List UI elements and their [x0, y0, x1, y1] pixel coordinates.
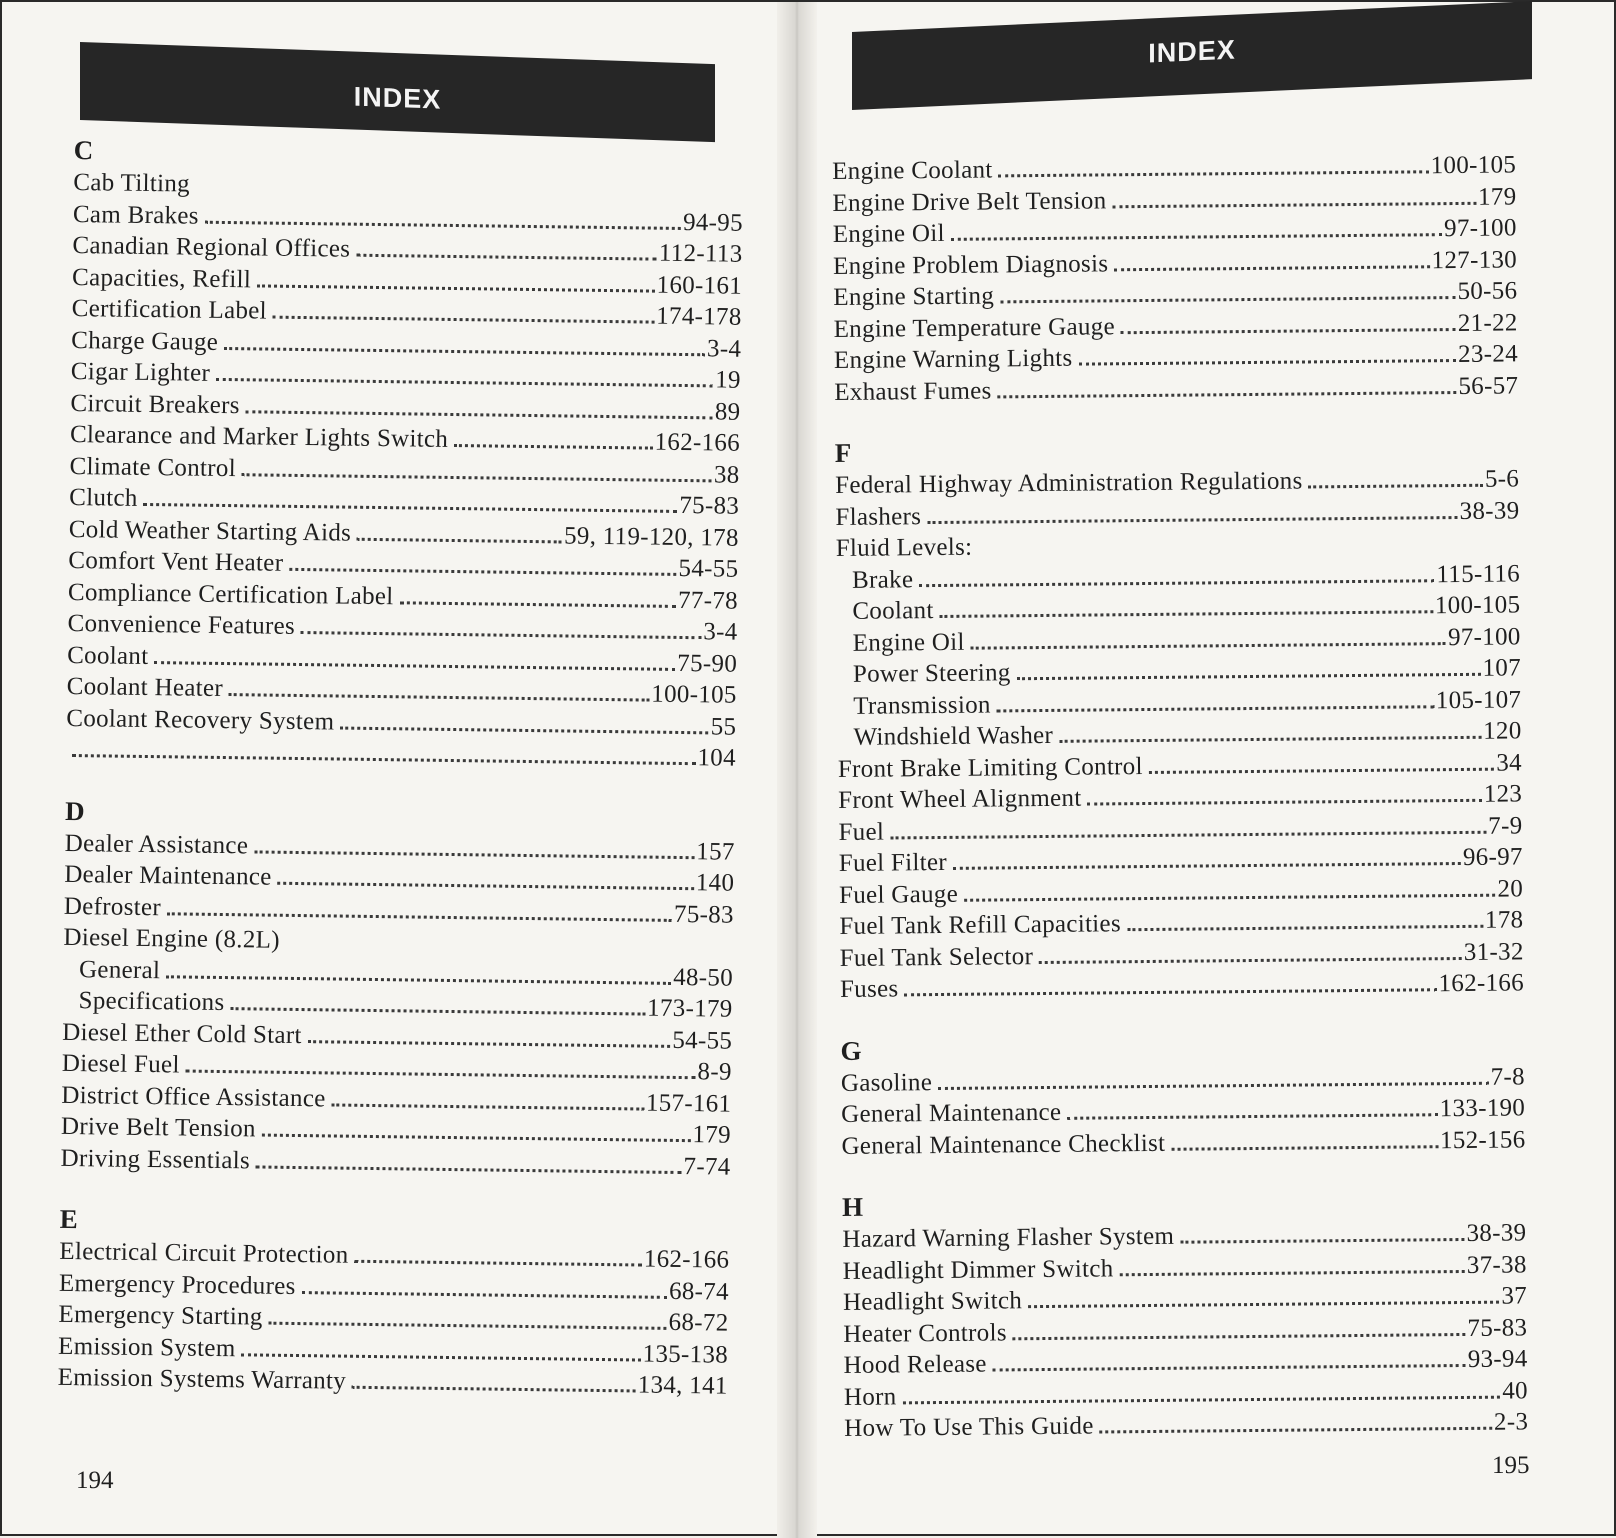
- dot-leader: [167, 912, 672, 922]
- entry-pages: 68-72: [666, 1307, 728, 1339]
- entry-pages: 2-3: [1492, 1406, 1529, 1438]
- dot-leader: [257, 284, 655, 292]
- dot-leader: [1000, 296, 1455, 303]
- entry-label: Emission Systems Warranty: [58, 1362, 353, 1397]
- entry-pages: 152-156: [1438, 1124, 1526, 1156]
- entry-label: Heater Controls: [843, 1317, 1013, 1350]
- entry-pages: 77-78: [676, 584, 738, 616]
- dot-leader: [356, 254, 657, 261]
- section-letter: H: [842, 1183, 1526, 1224]
- dot-leader: [302, 1291, 667, 1299]
- section-letter: F: [835, 429, 1519, 470]
- entry-pages: 68-74: [667, 1275, 729, 1307]
- section-letter: E: [60, 1202, 730, 1245]
- index-list-right: [832, 149, 1528, 1444]
- entry-pages: 97-100: [1446, 621, 1521, 653]
- dot-leader: [953, 862, 1461, 870]
- entry-label: Fuses: [840, 973, 905, 1005]
- entry-label: Cab Tilting: [73, 167, 196, 200]
- dot-leader: [964, 893, 1495, 901]
- entry-label: Climate Control: [69, 450, 242, 484]
- dot-leader: [938, 1081, 1488, 1089]
- dot-leader: [1039, 956, 1462, 963]
- dot-leader: [993, 1364, 1466, 1372]
- dot-leader: [269, 1322, 667, 1330]
- dot-leader: [72, 754, 696, 765]
- dot-leader: [999, 170, 1429, 177]
- entry-pages: 38: [712, 459, 740, 491]
- entry-pages: 55: [708, 711, 736, 743]
- entry-label: Clutch: [69, 482, 144, 514]
- section-letter: D: [65, 793, 735, 836]
- entry-label: District Office Assistance: [61, 1079, 332, 1114]
- entry-pages: 3-4: [705, 333, 742, 365]
- dot-leader: [278, 882, 694, 890]
- entry-pages: 75-83: [672, 898, 734, 930]
- entry-label: Defroster: [64, 890, 168, 923]
- dot-leader: [1088, 799, 1482, 806]
- dot-leader: [289, 568, 676, 576]
- entry-label: Diesel Engine (8.2L): [63, 922, 286, 956]
- dot-leader: [1127, 925, 1483, 931]
- entry-label: Circuit Breakers: [70, 387, 246, 421]
- entry-pages: 56-57: [1456, 370, 1518, 402]
- entry-label: Engine Warning Lights: [834, 343, 1079, 377]
- dot-leader: [1059, 736, 1481, 743]
- entry-pages: 37: [1499, 1280, 1527, 1312]
- entry-pages: 94-95: [681, 206, 743, 238]
- dot-leader: [1100, 1427, 1492, 1434]
- entry-pages: 23-24: [1456, 338, 1518, 370]
- entry-pages: 54-55: [676, 553, 738, 585]
- entry-label: General: [63, 953, 167, 986]
- index-entry: [844, 1406, 1528, 1444]
- entry-label: Engine Oil: [837, 626, 971, 659]
- entry-pages: 115-116: [1434, 558, 1520, 590]
- entry-label: Coolant: [836, 595, 940, 627]
- dot-leader: [890, 830, 1486, 839]
- entry-pages: 178: [1483, 904, 1524, 936]
- entry-pages: 100-105: [649, 679, 737, 712]
- entry-label: Charge Gauge: [71, 324, 224, 357]
- dot-leader: [332, 1103, 644, 1110]
- entry-pages: 96-97: [1461, 841, 1523, 873]
- dot-leader: [154, 661, 675, 671]
- entry-label: Front Brake Limiting Control: [838, 750, 1149, 784]
- entry-label: Engine Temperature Gauge: [834, 311, 1122, 345]
- entry-label: Coolant Recovery System: [66, 702, 340, 737]
- index-section: [835, 429, 1524, 1005]
- entry-label: Fuel Gauge: [839, 878, 964, 911]
- dot-leader: [1309, 484, 1483, 489]
- entry-label: Power Steering: [837, 657, 1017, 690]
- entry-label: Fuel Tank Refill Capacities: [839, 908, 1127, 942]
- entry-pages: 173-179: [645, 993, 733, 1026]
- entry-label: Emergency Procedures: [59, 1267, 302, 1302]
- index-banner-left: [80, 42, 715, 142]
- entry-label: Front Wheel Alignment: [838, 783, 1088, 817]
- entry-label: Electrical Circuit Protection: [59, 1236, 355, 1271]
- entry-label: Coolant: [67, 639, 155, 672]
- entry-pages: 8-9: [695, 1056, 732, 1088]
- dot-leader: [186, 1070, 696, 1080]
- dot-leader: [1119, 1269, 1464, 1275]
- entry-label: Federal Highway Administration Regulations: [835, 465, 1309, 501]
- entry-label: Dealer Assistance: [64, 827, 254, 861]
- entry-label: Diesel Ether Cold Start: [62, 1016, 308, 1051]
- entry-pages: 97-100: [1442, 212, 1517, 244]
- page-number-right: 195: [1492, 1452, 1530, 1480]
- entry-pages: 7-9: [1486, 810, 1523, 842]
- dot-leader: [216, 378, 713, 388]
- dot-leader: [262, 1134, 691, 1143]
- index-banner-right: [852, 1, 1532, 110]
- dot-leader: [971, 642, 1446, 650]
- dot-leader: [927, 516, 1457, 524]
- entry-pages: 179: [690, 1119, 731, 1151]
- entry-label: Engine Problem Diagnosis: [833, 248, 1115, 282]
- dot-leader: [308, 1040, 671, 1048]
- entry-pages: 48-50: [671, 961, 733, 993]
- entry-label: Convenience Features: [67, 608, 301, 643]
- dot-leader: [997, 705, 1434, 712]
- entry-pages: 89: [713, 396, 741, 428]
- dot-leader: [241, 1353, 640, 1361]
- page-number-left: 194: [76, 1467, 114, 1495]
- dot-leader: [903, 1395, 1501, 1404]
- entry-label: Fuel Filter: [839, 847, 953, 880]
- entry-pages: 75-83: [1465, 1312, 1527, 1344]
- entry-pages: 112-113: [657, 238, 743, 271]
- entry-pages: 123: [1482, 778, 1523, 810]
- dot-leader: [1114, 265, 1429, 271]
- entry-label: Cigar Lighter: [71, 356, 217, 389]
- dot-leader: [242, 473, 712, 482]
- entry-pages: 105-107: [1434, 684, 1522, 716]
- dot-leader: [301, 631, 701, 639]
- entry-pages: 162-166: [652, 427, 740, 460]
- entry-pages: 54-55: [670, 1024, 732, 1056]
- entry-label: Fuel Tank Selector: [840, 941, 1040, 974]
- entry-label: Drive Belt Tension: [61, 1111, 262, 1145]
- index-section: [842, 1183, 1528, 1444]
- dot-leader: [273, 316, 654, 324]
- entry-label: Flashers: [835, 501, 927, 533]
- dot-leader: [205, 220, 681, 229]
- entry-label: Specifications: [62, 985, 230, 1019]
- entry-pages: 140: [694, 867, 735, 899]
- entry-pages: 127-130: [1429, 244, 1517, 276]
- dot-leader: [951, 233, 1442, 241]
- entry-label: Windshield Washer: [837, 720, 1059, 754]
- entry-pages: 133-190: [1438, 1092, 1526, 1124]
- dot-leader: [340, 726, 708, 734]
- entry-label: Capacities, Refill: [72, 261, 257, 295]
- entry-pages: 104: [695, 742, 736, 774]
- entry-label: Horn: [844, 1381, 903, 1413]
- entry-label: Brake: [836, 564, 920, 596]
- entry-pages: 37-38: [1465, 1249, 1527, 1281]
- entry-pages: 160-161: [654, 269, 742, 302]
- dot-leader: [1180, 1238, 1464, 1244]
- entry-label: Exhaust Fumes: [834, 375, 998, 408]
- entry-pages: 19: [713, 364, 741, 396]
- entry-label: Fluid Levels:: [836, 532, 979, 565]
- entry-pages: 120: [1481, 715, 1522, 747]
- entry-label: Comfort Vent Heater: [68, 545, 289, 579]
- entry-label: Dealer Maintenance: [64, 859, 278, 893]
- entry-label: Transmission: [837, 689, 997, 722]
- entry-label: Compliance Certification Label: [68, 576, 400, 612]
- index-title-right: INDEX: [1148, 35, 1236, 69]
- dot-leader: [246, 410, 713, 419]
- entry-pages: 93-94: [1466, 1343, 1528, 1375]
- dot-leader: [454, 444, 652, 450]
- dot-leader: [1171, 1145, 1438, 1151]
- index-section: [60, 793, 735, 1182]
- entry-label: How To Use This Guide: [844, 1410, 1100, 1444]
- dot-leader: [357, 537, 562, 543]
- dot-leader: [254, 850, 694, 859]
- dot-leader: [224, 346, 705, 355]
- dot-leader: [1149, 767, 1494, 773]
- index-section: [66, 133, 744, 774]
- left-page: [2, 2, 792, 1538]
- entry-pages: 21-22: [1456, 307, 1518, 339]
- entry-pages: 7-8: [1488, 1061, 1525, 1093]
- entry-label: Engine Drive Belt Tension: [832, 185, 1112, 219]
- dot-leader: [998, 391, 1457, 398]
- entry-pages: 7-74: [681, 1151, 730, 1183]
- dot-leader: [399, 601, 676, 608]
- entry-label: Certification Label: [71, 293, 273, 327]
- entry-label: Clearance and Marker Lights Switch: [70, 419, 455, 456]
- entry-label: Diesel Fuel: [62, 1048, 186, 1081]
- entry-pages: 157-161: [644, 1087, 732, 1120]
- index-list-left: [58, 133, 744, 1402]
- entry-pages: 174-178: [654, 301, 742, 334]
- dot-leader: [1067, 1113, 1437, 1120]
- index-section: [832, 149, 1518, 408]
- dot-leader: [1013, 1332, 1466, 1339]
- entry-pages: 31-32: [1462, 936, 1524, 968]
- index-section: [840, 1027, 1525, 1162]
- dot-leader: [1028, 1301, 1499, 1309]
- entry-label: General Maintenance Checklist: [841, 1127, 1171, 1162]
- entry-pages: 135-138: [640, 1338, 728, 1371]
- entry-label: Cold Weather Starting Aids: [69, 513, 358, 548]
- entry-pages: 38-39: [1457, 495, 1519, 527]
- entry-pages: 5-6: [1483, 463, 1520, 495]
- entry-label: Engine Starting: [833, 280, 1000, 313]
- section-letter: C: [74, 133, 744, 176]
- entry-pages: 100-105: [1429, 149, 1517, 181]
- entry-label: Engine Coolant: [832, 154, 999, 187]
- entry-pages: 40: [1500, 1375, 1528, 1407]
- dot-leader: [1112, 201, 1476, 207]
- entry-label: Hazard Warning Flasher System: [842, 1221, 1180, 1256]
- dot-leader: [1017, 673, 1481, 680]
- dot-leader: [256, 1165, 682, 1174]
- entry-label: Hood Release: [843, 1349, 992, 1382]
- entry-label: Driving Essentials: [60, 1142, 256, 1176]
- dot-leader: [352, 1386, 636, 1393]
- dot-leader: [230, 1007, 645, 1015]
- entry-pages: 75-83: [677, 490, 739, 522]
- section-letter: G: [840, 1027, 1524, 1068]
- right-page: [812, 2, 1616, 1538]
- entry-pages: 20: [1495, 873, 1523, 905]
- entry-pages: 34: [1494, 747, 1522, 779]
- entry-pages: 179: [1476, 181, 1517, 213]
- entry-pages: 100-105: [1433, 589, 1521, 621]
- entry-pages: 75-90: [675, 647, 737, 679]
- entry-label: Gasoline: [841, 1067, 939, 1099]
- entry-label: Emission System: [58, 1330, 242, 1364]
- dot-leader: [1121, 328, 1456, 334]
- entry-label: Emergency Starting: [58, 1299, 269, 1333]
- entry-label: Headlight Switch: [843, 1285, 1028, 1318]
- entry-pages: 3-4: [701, 616, 738, 648]
- entry-label: Cam Brakes: [73, 198, 205, 231]
- entry-pages: 59, 119-120, 178: [562, 520, 739, 554]
- dot-leader: [354, 1260, 641, 1267]
- entry-label: Coolant Heater: [67, 671, 230, 705]
- entry-pages: 162-166: [1436, 967, 1524, 999]
- entry-pages: 38-39: [1464, 1217, 1526, 1249]
- entry-label: Canadian Regional Offices: [72, 230, 356, 265]
- entry-pages: 162-166: [642, 1244, 730, 1277]
- entry-label: General Maintenance: [841, 1097, 1067, 1131]
- index-section: [58, 1202, 730, 1402]
- entry-pages: 157: [694, 836, 735, 868]
- dot-leader: [144, 503, 678, 513]
- dot-leader: [229, 693, 649, 702]
- entry-label: Fuel: [838, 816, 890, 848]
- index-title-left: INDEX: [354, 82, 442, 115]
- entry-pages: 50-56: [1455, 275, 1517, 307]
- dot-leader: [166, 975, 671, 985]
- entry-label: Headlight Dimmer Switch: [843, 1253, 1120, 1287]
- entry-pages: 134, 141: [636, 1369, 728, 1402]
- dot-leader: [940, 610, 1433, 618]
- dot-leader: [1079, 359, 1457, 366]
- dot-leader: [919, 579, 1434, 587]
- dot-leader: [905, 988, 1437, 996]
- entry-pages: 107: [1480, 652, 1521, 684]
- entry-label: Engine Oil: [833, 218, 951, 251]
